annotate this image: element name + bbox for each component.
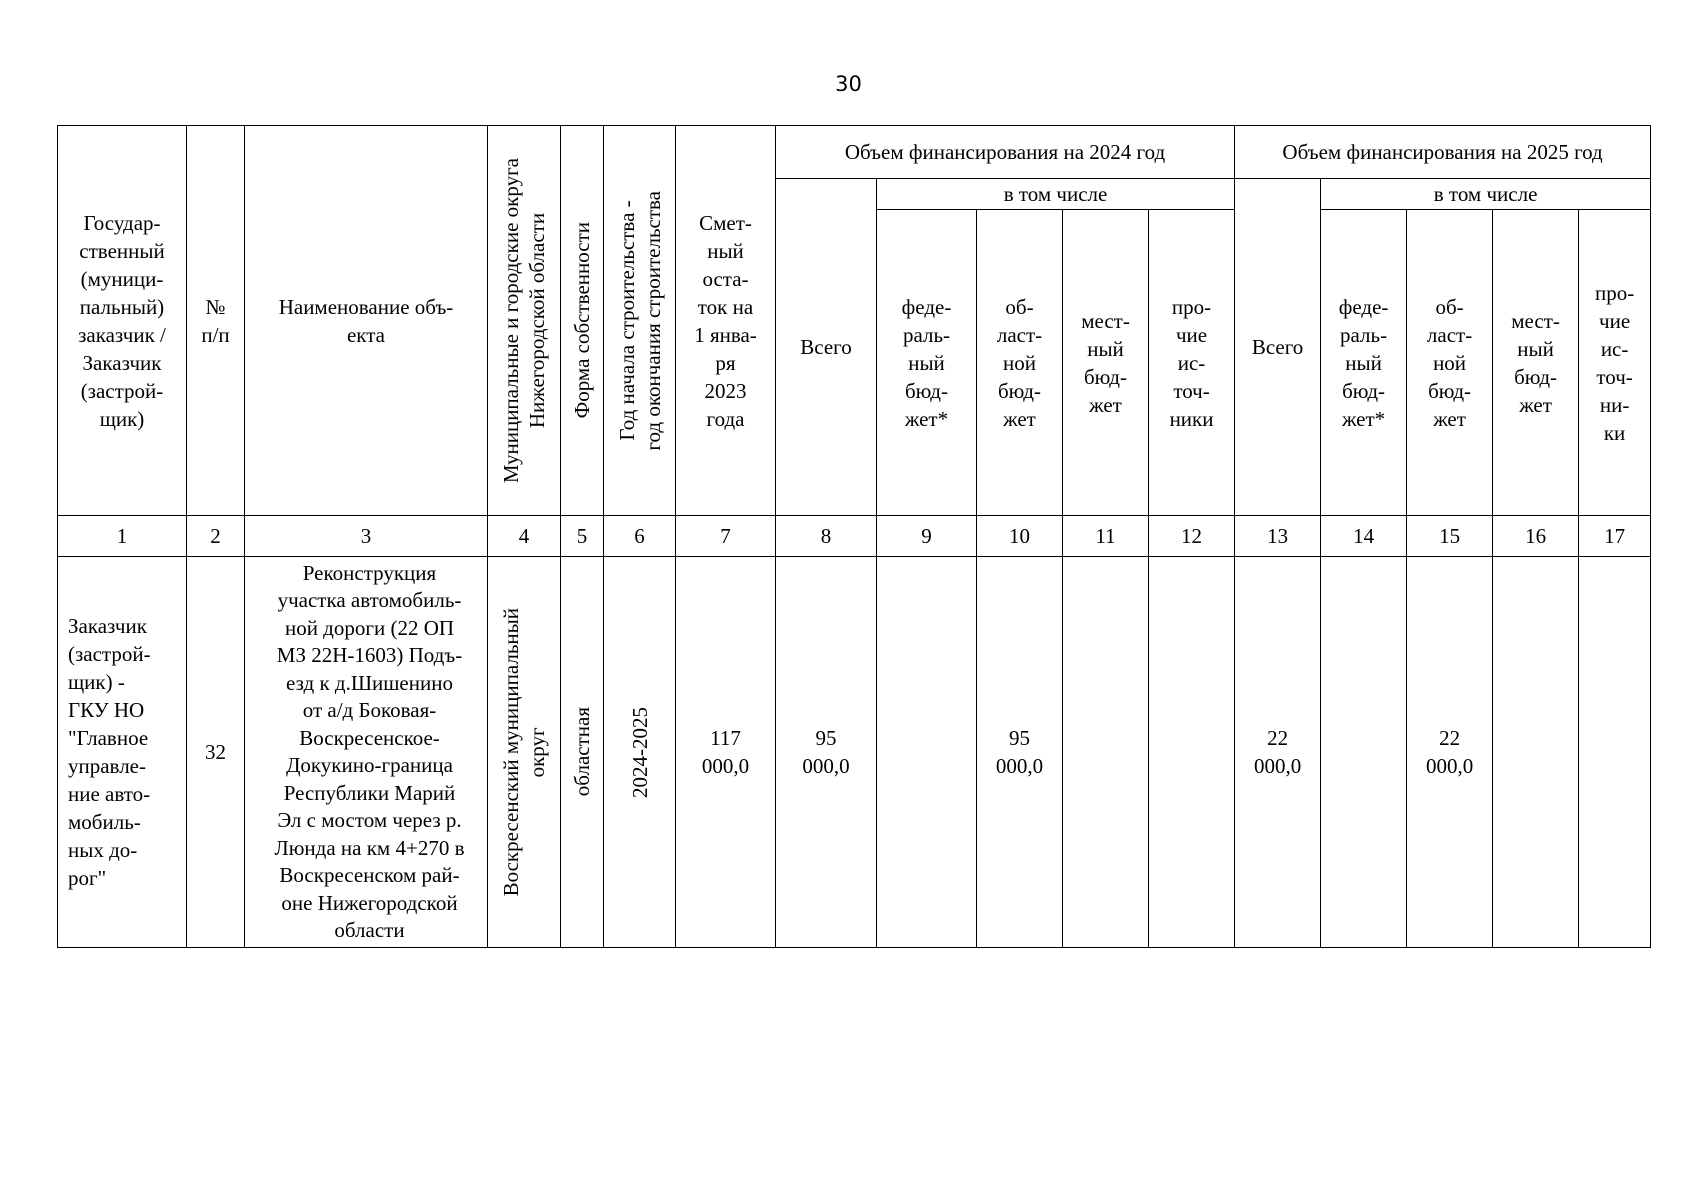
column-number: 16: [1493, 516, 1579, 557]
financing-table: [57, 125, 1651, 948]
cell-total-2025: 22 000,0: [1235, 557, 1321, 948]
column-number: 13: [1235, 516, 1321, 557]
header-total-2025: Всего: [1235, 179, 1321, 516]
cell-num: 32: [187, 557, 245, 948]
column-number: 4: [488, 516, 561, 557]
column-number: 14: [1321, 516, 1407, 557]
cell-other-2025: [1579, 557, 1651, 948]
column-number: 3: [245, 516, 488, 557]
header-other-2024: про- чие ис- точ- ники: [1149, 210, 1235, 516]
column-number: 8: [776, 516, 877, 557]
header-total-2024: Всего: [776, 179, 877, 516]
header-object-name: Наименование объ- екта: [245, 126, 488, 516]
header-regional-2024: об- ласт- ной бюд- жет: [977, 210, 1063, 516]
cell-total-2024: 95 000,0: [776, 557, 877, 948]
header-regional-2025: об- ласт- ной бюд- жет: [1407, 210, 1493, 516]
column-number: 9: [877, 516, 977, 557]
cell-other-2024: [1149, 557, 1235, 948]
cell-customer: Заказчик (застрой- щик) - ГКУ НО "Главное управле- ние авто- мобиль- ных до- рог": [58, 557, 187, 948]
header-including-2024: в том числе: [877, 179, 1235, 210]
header-ownership: Форма собственности: [561, 126, 604, 516]
column-number: 1: [58, 516, 187, 557]
header-including-2025: в том числе: [1321, 179, 1651, 210]
cell-local-2024: [1063, 557, 1149, 948]
column-number: 17: [1579, 516, 1651, 557]
cell-years: 2024-2025: [604, 557, 676, 948]
header-funding-2024: Объем финансирования на 2024 год: [776, 126, 1235, 179]
column-numbers-row: [58, 516, 1651, 557]
page-number: 30: [835, 72, 862, 96]
column-number: 12: [1149, 516, 1235, 557]
cell-regional-2024: 95 000,0: [977, 557, 1063, 948]
cell-estimate: 117 000,0: [676, 557, 776, 948]
column-number: 11: [1063, 516, 1149, 557]
cell-regional-2025: 22 000,0: [1407, 557, 1493, 948]
header-funding-2025: Объем финансирования на 2025 год: [1235, 126, 1651, 179]
header-federal-2024: феде- раль- ный бюд- жет*: [877, 210, 977, 516]
table-row: [58, 557, 1651, 948]
header-other-2025: про- чие ис- точ- ни- ки: [1579, 210, 1651, 516]
column-number: 6: [604, 516, 676, 557]
cell-federal-2024: [877, 557, 977, 948]
header-local-2025: мест- ный бюд- жет: [1493, 210, 1579, 516]
column-number: 7: [676, 516, 776, 557]
header-federal-2025: феде- раль- ный бюд- жет*: [1321, 210, 1407, 516]
column-number: 5: [561, 516, 604, 557]
column-number: 15: [1407, 516, 1493, 557]
header-row-top: [58, 126, 1651, 179]
header-local-2024: мест- ный бюд- жет: [1063, 210, 1149, 516]
cell-local-2025: [1493, 557, 1579, 948]
header-customer: Государ- ственный (муници- пальный) заказчик / Заказчик (застрой- щик): [58, 126, 187, 516]
column-number: 10: [977, 516, 1063, 557]
cell-federal-2025: [1321, 557, 1407, 948]
column-number: 2: [187, 516, 245, 557]
header-years: Год начала строительства - год окончания строительства: [604, 126, 676, 516]
header-municipal: Муниципальные и городские округа Нижегородской области: [488, 126, 561, 516]
header-estimate: Смет- ный оста- ток на 1 янва- ря 2023 года: [676, 126, 776, 516]
cell-object-name: Реконструкция участка автомобиль- ной дороги (22 ОП МЗ 22Н-1603) Подъ- езд к д.Шишенино от а/д Боковая- Воскресенское- Докукино-граница Республики Марий Эл с мостом через р. Люнда на км 4+270 в Воскресенском рай- оне Нижегородской области: [245, 557, 488, 948]
cell-municipal: Воскресенский муниципальный округ: [488, 557, 561, 948]
header-num: № п/п: [187, 126, 245, 516]
cell-ownership: областная: [561, 557, 604, 948]
